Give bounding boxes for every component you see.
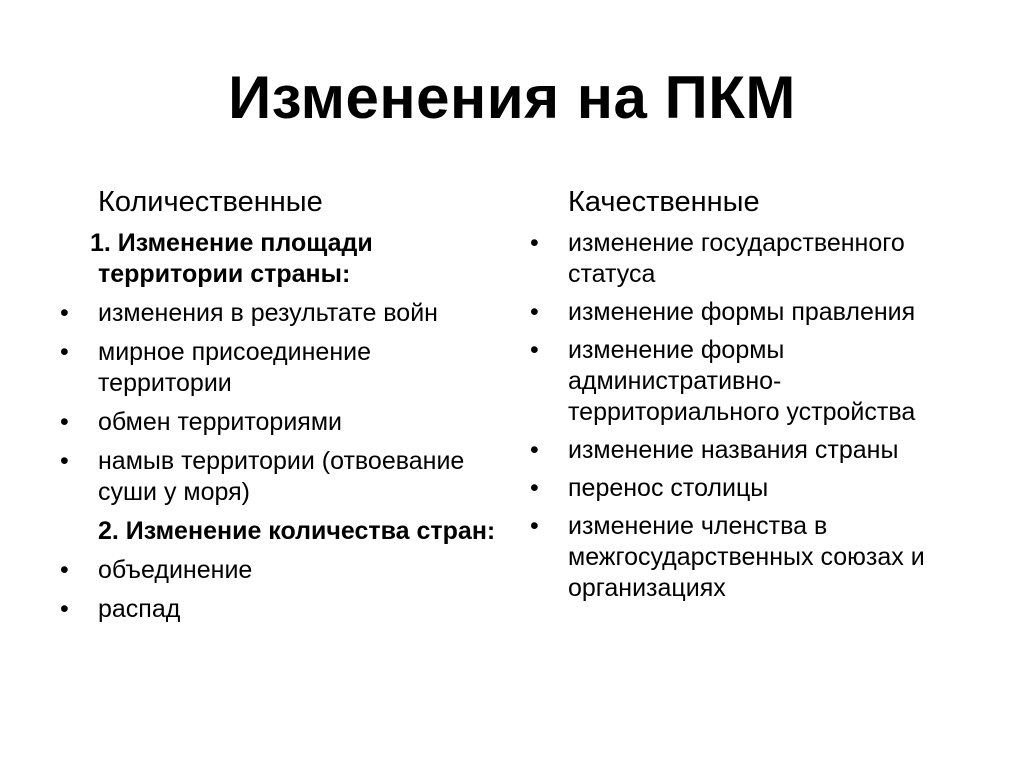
qualitative-column [522,184,992,612]
bullet-icon: • [530,512,539,540]
section-heading-text: 1. Изменение площади территории страны: [90,229,373,288]
bullet-icon: • [530,436,539,464]
qualitative-list [522,228,992,604]
list-item: • намыв территории (отвоевание суши у моря) [60,447,465,506]
qualitative-heading: Качественные [568,186,760,218]
bullet-icon: • [530,474,539,502]
section-heading-area-change [90,228,502,290]
list-item: • изменение формы административно-территориального устройства [530,336,916,426]
quantitative-column [52,184,502,633]
bullet-icon: • [60,556,69,584]
quantitative-heading: Количественные [98,186,323,218]
list-item: • распад [60,595,181,623]
section-heading-country-count: 2. Изменение количества стран: [98,517,496,545]
bullet-icon: • [60,447,69,475]
country-count-list [52,555,502,625]
list-item: • объединение [60,556,253,584]
list-item: • изменение государственного статуса [530,229,905,288]
list-item: • изменение названия страны [530,436,899,464]
area-change-list [52,298,502,508]
list-item: • изменение членства в межгосударственных союзах и организациях [530,512,925,602]
bullet-icon: • [60,595,69,623]
bullet-icon: • [530,298,539,326]
list-item: • изменения в результате войн [60,299,438,327]
list-item: • изменение формы правления [530,298,916,326]
list-item: • мирное присоединение территории [60,338,371,397]
slide-title: Изменения на ПКМ [228,64,796,131]
bullet-icon: • [530,336,539,364]
bullet-icon: • [60,408,69,436]
bullet-icon: • [60,338,69,366]
list-item: • обмен территориями [60,408,342,436]
bullet-icon: • [60,299,69,327]
list-item: • перенос столицы [530,474,769,502]
bullet-icon: • [530,229,539,257]
